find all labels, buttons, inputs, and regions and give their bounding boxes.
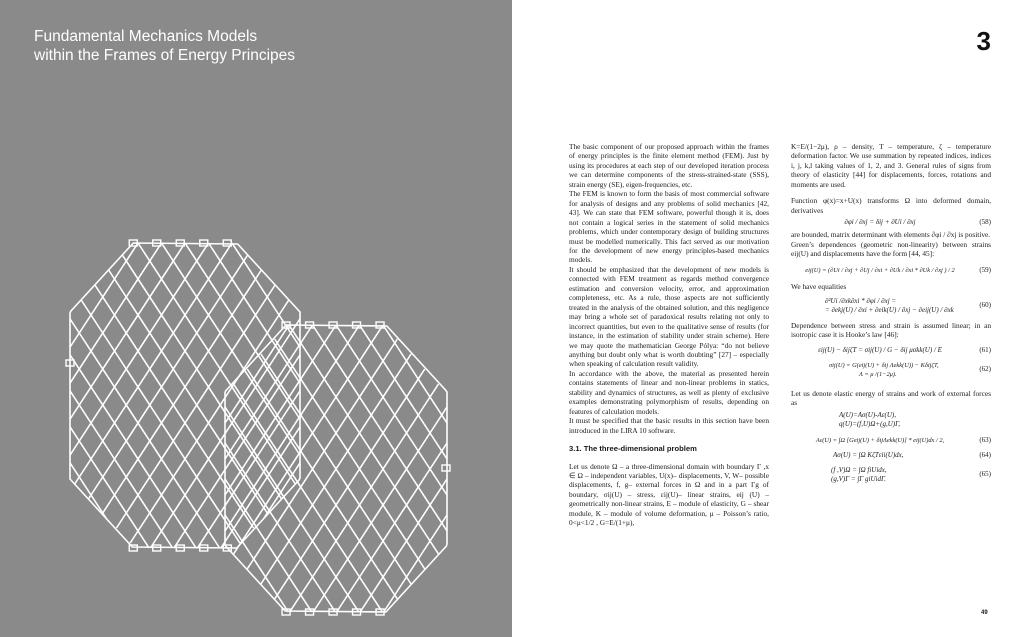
equation-body [791,297,969,315]
equation-number: (63) [979,435,991,444]
equation-65 [791,466,991,484]
equation-59 [791,266,991,275]
equation-line: (g,V)Γ = ∫Γ giUidΓ. [831,474,886,483]
equation-line: Λ = μ /(1−2μ). [859,370,897,378]
text-column-1 [569,142,769,528]
equation-line: = ∂ekj(U) / ∂xi + ∂eik(U) / ∂xj − ∂eij(U) / ∂xk [825,305,954,314]
equation-line: A(U)=Aσ(U)-Aε(U), [839,410,896,419]
equation-number: (62) [979,365,991,374]
paragraph: The basic component of our proposed approach within the frames of energy principles is the finite element method (FEM). Just by using its procedures at each step of our developed iteration process we can determine components of the stress-strained-state (SSS), strain energy (SE), eigen-frequencies, etc. [569,142,769,189]
paragraph: It should be emphasized that the development of new models is connected with FEM treatment as regards method convergence estimation and conversion velocity, error, and approximation completeness, etc. As a rule, those aspects are not sufficiently treated in the analysis of the obtained solution, and this negligence may bring a whole set of paradoxical results relating not only to incorrect quantities, but even to the qualitative sense of results (for instance, in the estimation of stability under strain scheme). Here we may quote the mathematician George Pólya: “do not believe anything but doubt only what is worth doubting” [27] – especially when speaking of calculation result validity. [569,264,769,369]
equation-body: εij(U) − δijζT = σij(U) / G − δij μσkk(U) / E [818,345,942,354]
lattice-strut [234,384,383,612]
equation-body [791,411,969,429]
lattice-strut [95,285,254,528]
lattice-strut [384,515,447,612]
text-column-2 [791,142,991,487]
equation-line: ∂²Ui /∂xk∂xi * ∂φi / ∂xj = [825,296,897,305]
equation-61 [791,346,991,355]
lattice-strut [70,243,161,383]
equation-line: σij(U) = G(eij(U) + δij Λekk(U)) − KδijζT, [829,361,939,369]
paragraph: Let us denote elastic energy of strains and work of external forces as [791,388,991,408]
lattice-strut [337,443,447,612]
paragraph: Let us denote Ω – a three-dimensional domain with boundary Γ ,x ∈ Ω – independent variables, U(x)– displacements, V, W– possible displacements, f, g– external forces in Ω and in a part Γg of boundary, σij(U) – stress, εij(U)– linear strains, eij (U) – geometrically non-linear strains, E – module of elasticity, G – shear module, K – module of volume deformation, μ – Poisson’s ratio, 0<μ<1/2 , G=E/(1+μ), [569,461,769,528]
lattice-strut [88,255,247,499]
equation-number: (58) [979,218,991,227]
equation-line: q(U)=(f,U)Ω+(g,U)Γ, [839,419,900,428]
lattice-strut [221,427,300,548]
lattice-outline [70,243,300,548]
paragraph: Green’s dependences (geometric non-linearity) between strains eij(U) and displacements have the form [44, 45]: [791,239,991,259]
equation-number: (59) [979,265,991,274]
energy-definitions [791,411,991,429]
lattice-strut [275,369,425,599]
lattice-strut [234,325,383,554]
lattice-strut [275,339,425,569]
lattice-strut [209,243,300,383]
equation-body: Aσ(U) = ∫Ω KζTεii(U)dx, [833,450,904,459]
lattice-strut [70,355,196,548]
equation-62 [791,361,991,379]
paragraph: The FEM is known to form the basis of most commercial software for analysis of designs and any problems of solid mechanics [42, 43]. We can state that FEM software, powerful though it is, does not contain a logical series in the statement of solid mechanics problems, which under contemporary design of building structures must be modelled numerically. This fact served as our motivation for the development of new energy principles-based mechanics models. [569,189,769,265]
lattice-strut [185,243,300,419]
equation-58 [791,218,991,227]
equation-60 [791,297,991,315]
lattice-strut [225,515,288,612]
paragraph: Dependence between stress and strain is assumed linear; in an isotropic case it is Hooke’s law [46]: [791,320,991,340]
equation-64 [791,451,991,460]
paragraph: Function φ(x)=x+U(x) transforms Ω into deformed domain, derivatives [791,196,991,215]
lattice-strut [225,325,289,423]
equation-body: eij(U) = (∂Ui / ∂xj + ∂Uj / ∂xi + ∂Uk / ∂xi * ∂Uk / ∂xj ) / 2 [805,266,955,274]
lattice-node [442,465,450,471]
lattice-strut [383,325,447,423]
paragraph: K=E/(1−2μ), ρ – density, T – temperature, ζ – temperature deformation factor. We use summation by repeated indices, indices i, j, k,l taking values of 1, 2, and 3. General rules of signs from theory of elasticity [44] for displacements, forces, rotations and moments are used. [791,142,991,189]
equation-body [791,466,969,484]
paragraph: It must be specified that the basic results in this section have been introduced in the LIRA 10 software. [569,416,769,435]
section-heading: 3.1. The three-dimensional problem [569,444,697,454]
page-number: 49 [981,610,988,616]
equation-number: (61) [979,345,991,354]
lattice-strut [70,243,208,455]
equation-body: Aε(U) = ∫Ω [Geij(U) + δijΛekk(U)] * eij(U)dx / 2, [815,436,945,444]
paragraph: We have equalities [791,281,847,291]
equation-number: (65) [979,470,991,479]
chapter-title-line-2: within the Frames of Energy Principes [34,47,296,64]
equation-63 [791,436,991,445]
equation-number: (60) [979,301,991,310]
paragraph: are bounded, matrix determinant with elements ∂φi / ∂xj is positive. [791,230,991,240]
lattice-strut [70,391,172,548]
lattice-strut [70,427,149,548]
lattice-strut [289,325,438,554]
lattice-strut [70,243,185,419]
lattice-strut [290,384,439,612]
lattice-strut [102,270,261,514]
equation-number: (64) [979,450,991,459]
lattice-strut [81,300,240,543]
lattice-strut [247,369,397,599]
lattice-strut [197,391,299,548]
chapter-number: 3 [976,26,991,56]
chapter-title-line-1: Fundamental Mechanics Models [34,28,258,45]
equation-body: ∂φi / ∂xj = δij + ∂Ui / ∂xj [844,218,916,227]
lattice-strut [70,463,107,519]
lattice-strut [122,255,281,499]
lattice-strut [225,325,336,495]
paragraph: In accordance with the above, the material as presented herein contains statements of linear and non-linear problems in statics, stability and dynamics of structures, as well as plenty of exclusive examples demonstrating polymorphism of results, depending on features of calculation models. [569,368,769,416]
equation-line: (f ,V)Ω = ∫Ω fiUidx, [831,465,887,474]
equation-body [791,361,969,379]
